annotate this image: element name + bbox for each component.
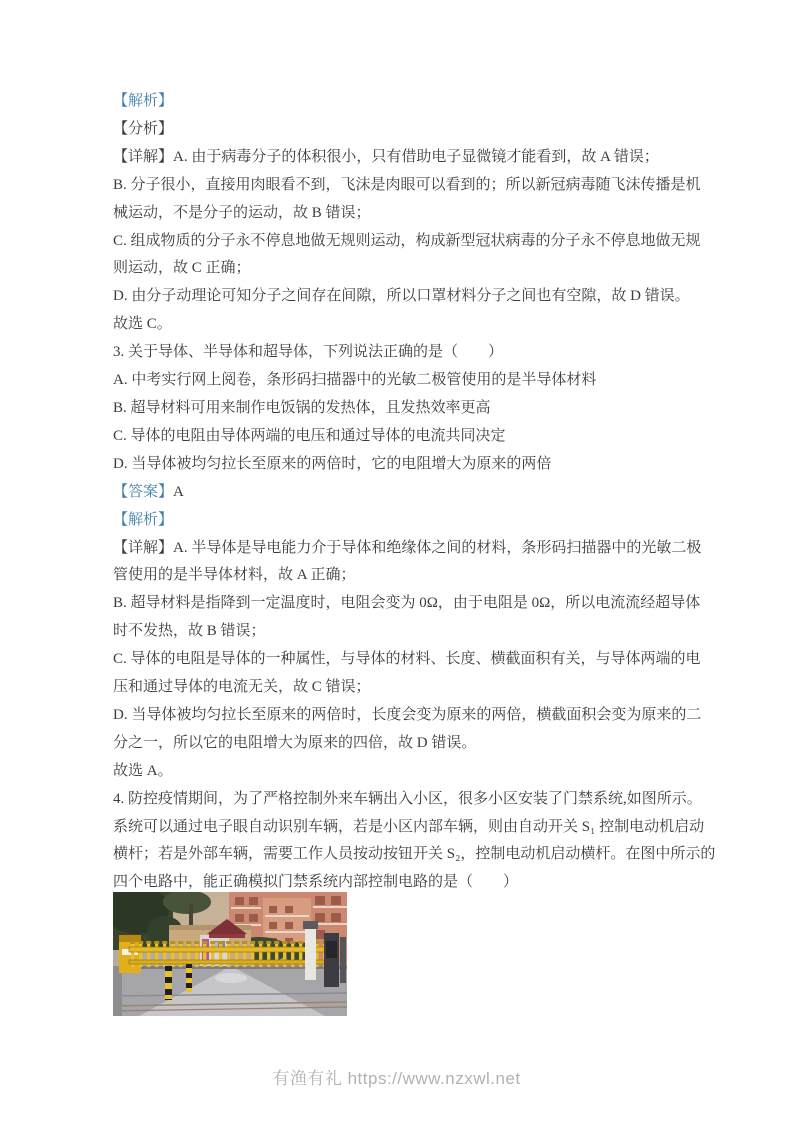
line-text: B. 分子很小，直接用肉眼看不到，飞沫是肉眼可以看到的；所以新冠病毒随飞沫传播是机 [113,176,701,193]
text-line [113,702,702,730]
line-text: 则运动，故 C 正确； [113,260,251,277]
text-line [113,283,688,311]
document-body [113,88,716,897]
community-gate-photo [113,892,347,1016]
line-text: 3. 关于导体、半导体和超导体，下列说法正确的是（ ） [113,344,504,361]
line-text: 时不发热，故 B 错误； [113,623,266,640]
line-text: 系统可以通过电子眼自动识别车辆，若是小区内部车辆，则由自动开关 S₁ 控制电动机启动 [113,818,705,835]
text-line [113,730,688,758]
text-line [113,646,701,674]
text-line [113,116,688,144]
text-line [113,841,716,869]
line-text: B. 超导材料可用来制作电饭锅的发热体，且发热效率更高 [113,399,491,416]
line-text: 【详解】A. 由于病毒分子的体积很小，只有借助电子显微镜才能看到，故 A 错误； [113,148,659,165]
watermark-footer: 有渔有礼 https://www.nzxwl.net [272,1069,521,1088]
text-line [113,255,688,283]
gate-photo-illustration [113,892,347,1016]
line-text: 械运动，不是分子的运动，故 B 错误； [113,204,371,221]
text-line [113,758,688,786]
line-text: 压和通过导体的电流无关，故 C 错误； [113,679,371,696]
text-line [113,200,688,228]
line-text: 【分析】 [113,120,174,137]
text-line [113,562,688,590]
text-line [113,535,702,563]
option-d-line [113,451,688,479]
line-text: 【详解】A. 半导体是导电能力介于导体和绝缘体之间的材料，条形码扫描器中的光敏二极 [113,539,702,556]
line-text: 4. 防控疫情期间，为了严格控制外来车辆出入小区，很多小区安装了门禁系统,如图所示。 [113,790,702,807]
line-text: 故选 A。 [113,762,173,779]
line-text: C. 组成物质的分子永不停息地做无规则运动，构成新型冠状病毒的分子永不停息地做无规 [113,232,701,249]
section-tag: 【解析】 [113,511,174,528]
option-b-line [113,395,688,423]
line-text: 横杆；若是外部车辆，需要工作人员按动按钮开关 S₂，控制电动机启动横杆。在图中所示的 [113,846,716,863]
text-line [113,618,688,646]
line-text: D. 当导体被均匀拉长至原来的两倍时，长度会变为原来的两倍，横截面积会变为原来的二 [113,706,702,723]
text-line [113,172,701,200]
line-text: C. 导体的电阻是导体的一种属性，与导体的材料、长度、横截面积有关，与导体两端的电 [113,651,701,668]
question-4-line [113,786,702,814]
text-line [113,144,688,172]
answer-tag: 【答案】 [113,483,174,500]
text-line [113,311,688,339]
line-text: B. 超导材料是指降到一定温度时，电阻会变为 0Ω，由于电阻是 0Ω，所以电流流经超导体 [113,595,701,612]
line-text: D. 由分子动理论可知分子之间存在间隙，所以口罩材料分子之间也有空隙，故 D 错误。 [113,288,690,305]
question-3-line [113,339,688,367]
line-text: 故选 C。 [113,316,172,333]
line-text: C. 导体的电阻由导体两端的电压和通过导体的电流共同决定 [113,427,506,444]
answer-value: A [173,483,184,500]
option-a-line [113,367,688,395]
line-text: 分之一，所以它的电阻增大为原来的四倍，故 D 错误。 [113,734,477,751]
text-line [113,507,688,535]
text-line [113,590,701,618]
text-line [113,88,688,116]
answer-line [113,479,688,507]
line-text: 四个电路中，能正确模拟门禁系统内部控制电路的是（ ） [113,874,519,891]
text-line [113,674,688,702]
section-tag: 【解析】 [113,93,174,109]
line-text: D. 当导体被均匀拉长至原来的两倍时，它的电阻增大为原来的两倍 [113,455,552,472]
text-line [113,228,701,256]
line-text: 管使用的是半导体材料，故 A 正确； [113,567,356,584]
line-text: A. 中考实行网上阅卷，条形码扫描器中的光敏二极管使用的是半导体材料 [113,372,597,389]
text-line [113,814,705,842]
option-c-line [113,423,688,451]
